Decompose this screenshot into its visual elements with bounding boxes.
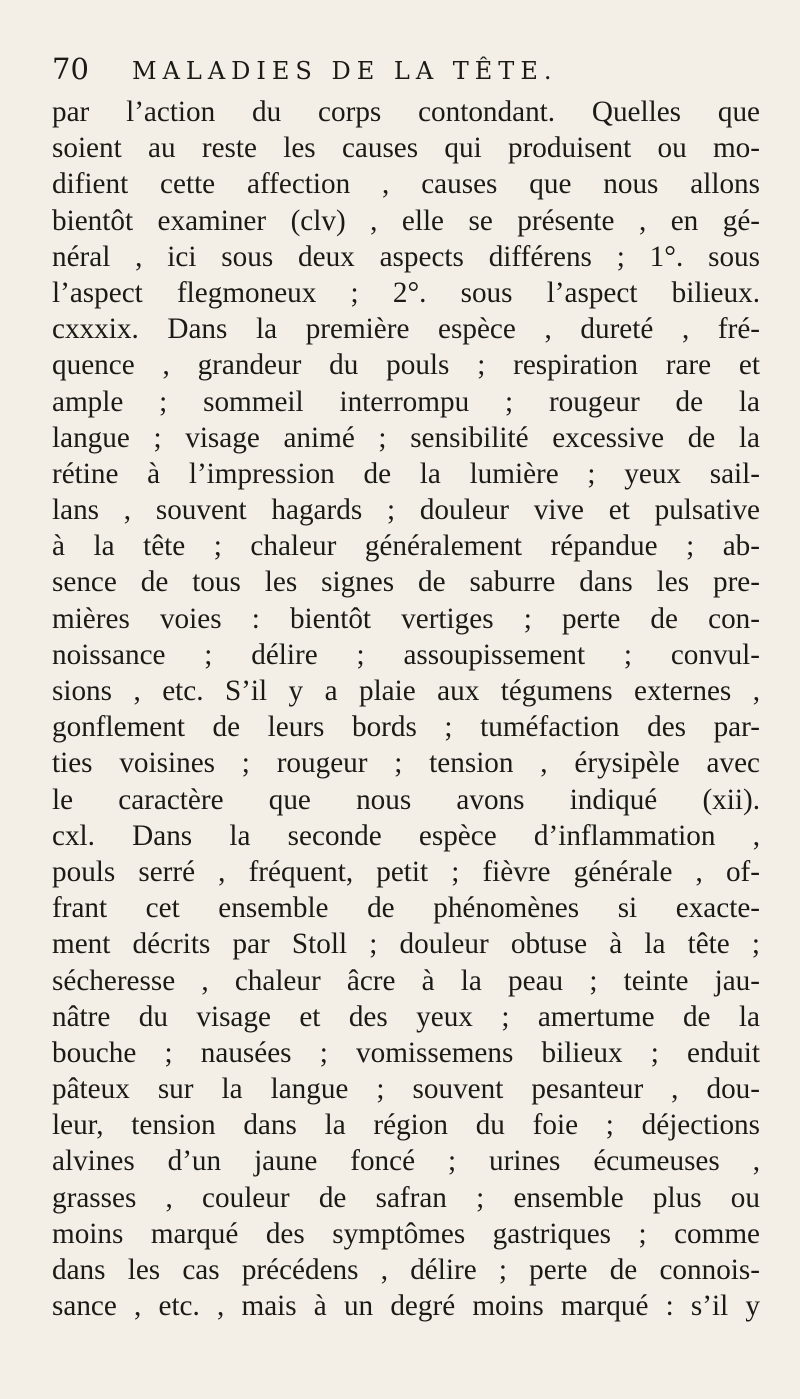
text-line: bouche ; nausées ; vomissemens bilieux ; enduit <box>52 1036 760 1069</box>
text-line: leur, tension dans la région du foie ; déjections <box>52 1109 760 1142</box>
text-line: quence , grandeur du pouls ; respiration rare et <box>52 349 760 382</box>
page-number: 70 <box>52 52 89 86</box>
text-line: gonflement de leurs bords ; tuméfaction des par- <box>52 711 760 744</box>
text-line: noissance ; délire ; assoupissement ; convul- <box>52 638 760 671</box>
section-start-cxxxix: cxxxix. Dans la première espèce , dureté , fré- <box>52 313 760 346</box>
text-line: soient au reste les causes qui produisent ou mo- <box>52 132 760 165</box>
text-line: sence de tous les signes de saburre dans les pre- <box>52 566 760 599</box>
text-line: alvines d’un jaune foncé ; urines écumeuses , <box>52 1145 760 1178</box>
text-line: néral , ici sous deux aspects différens ; 1°. sous <box>52 240 760 273</box>
text-line: sions , etc. S’il y a plaie aux tégumens externes , <box>52 675 760 707</box>
text-line: ample ; sommeil interrompu ; rougeur de la <box>52 385 760 418</box>
text-line: difient cette affection , causes que nous allons <box>52 168 760 201</box>
text-line: le caractère que nous avons indiqué (xii). <box>52 783 760 816</box>
text-line: grasses , couleur de safran ; ensemble plus ou <box>52 1181 760 1214</box>
text-line: ment décrits par Stoll ; douleur obtuse à la tête ; <box>52 928 760 961</box>
text-line: nâtre du visage et des yeux ; amertume de la <box>52 1000 760 1033</box>
text-line: à la tête ; chaleur généralement répandue ; ab- <box>52 530 760 563</box>
text-line: par l’action du corps contondant. Quelles que <box>52 96 760 128</box>
text-line: mières voies : bientôt vertiges ; perte de con- <box>52 602 760 635</box>
text-line: rétine à l’impression de la lumière ; yeux sail- <box>52 457 760 490</box>
text-line: l’aspect flegmoneux ; 2°. sous l’aspect bilieux. <box>52 276 760 309</box>
text-line: langue ; visage animé ; sensibilité excessive de la <box>52 421 760 454</box>
text-line: ties voisines ; rougeur ; tension , érysipèle avec <box>52 747 760 780</box>
text-line: dans les cas précédens , délire ; perte de connois- <box>52 1254 760 1286</box>
text-line: pâteux sur la langue ; souvent pesanteur , dou- <box>52 1073 760 1106</box>
text-line: moins marqué des symptômes gastriques ; comme <box>52 1217 760 1250</box>
text-line: sécheresse , chaleur âcre à la peau ; teinte jau- <box>52 964 760 997</box>
text-line: bientôt examiner (clv) , elle se présente , en gé- <box>52 204 760 237</box>
section-start-cxl: cxl. Dans la seconde espèce d’inflammation , <box>52 819 760 852</box>
page-header <box>52 52 752 92</box>
text-line: pouls serré , fréquent, petit ; fièvre générale , of- <box>52 855 760 888</box>
body-text <box>52 94 760 1324</box>
text-line: sance , etc. , mais à un degré moins marqué : s’il y <box>52 1290 760 1323</box>
text-line: lans , souvent hagards ; douleur vive et pulsative <box>52 494 760 527</box>
text-line: frant cet ensemble de phénomènes si exacte- <box>52 892 760 925</box>
running-title: MALADIES DE LA TÊTE. <box>132 57 558 85</box>
